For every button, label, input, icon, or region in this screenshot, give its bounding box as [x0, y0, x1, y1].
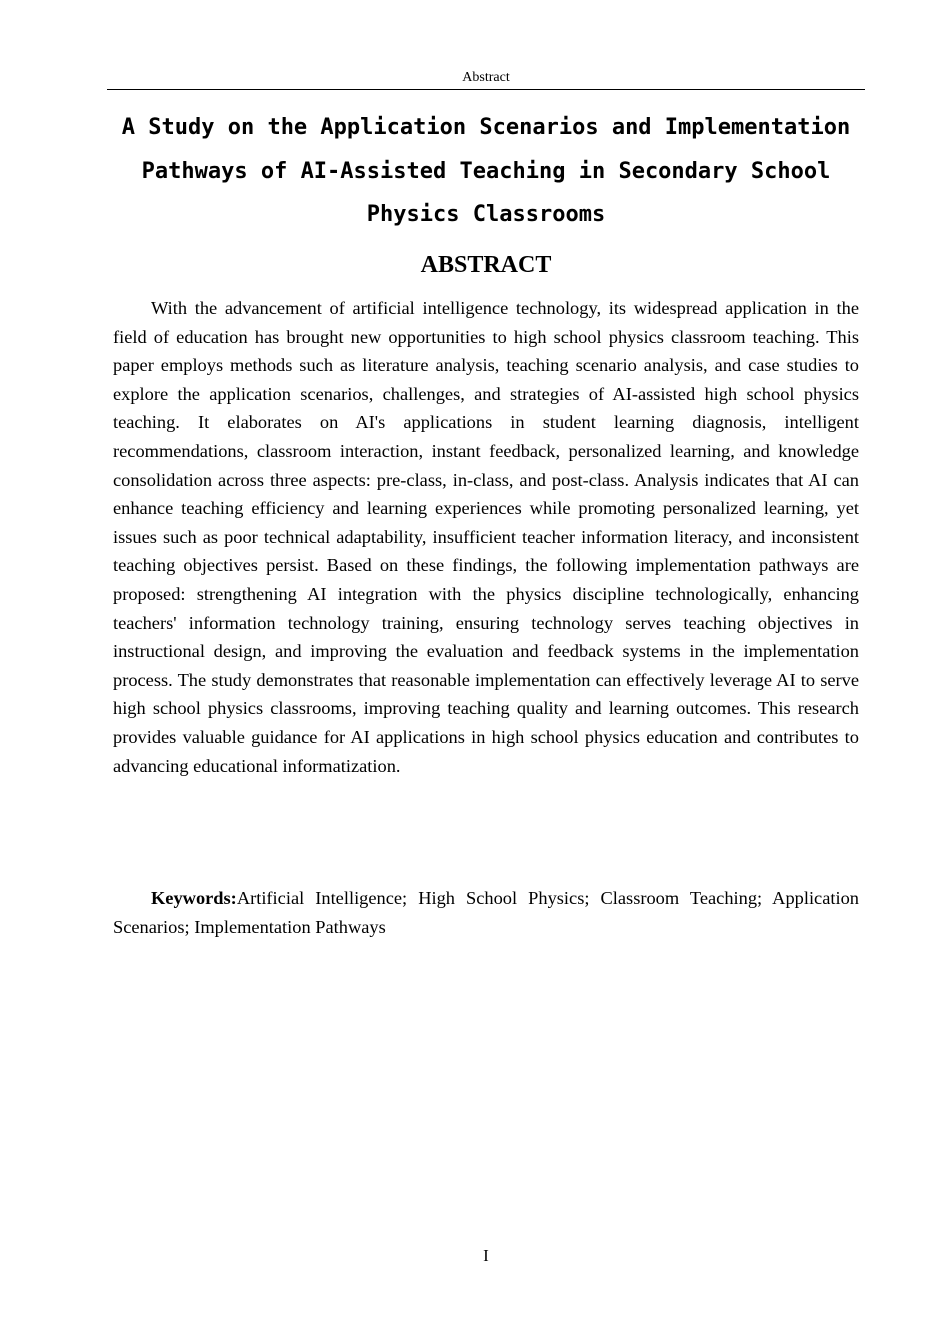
page-number: I [483, 1246, 489, 1265]
abstract-heading: ABSTRACT [420, 252, 552, 278]
paper-title: A Study on the Application Scenarios and Implementation Pathways of AI-Assisted Teaching in Secondary School Physics Classrooms [121, 115, 851, 227]
keywords-list: Artificial Intelligence; High School Physics; Classroom Teaching; Application Scenarios; Implementation Pathways [113, 888, 859, 937]
keywords-label: Keywords: [151, 888, 237, 908]
running-header [107, 68, 865, 90]
keywords-paragraph [113, 884, 859, 941]
abstract-paragraph: With the advancement of artificial intelligence technology, its widespread application in the field of education has brought new opportunities to high school physics classroom teaching. This paper employs methods such as literature analysis, teaching scenario analysis, and case studies to explore the application scenarios, challenges, and strategies of AI-assisted high school physics teaching. It elaborates on AI's applications in student learning diagnosis, intelligent recommendations, classroom interaction, instant feedback, personalized learning, and knowledge consolidation across three aspects: pre-class, in-class, and post-class. Analysis indicates that AI can enhance teaching efficiency and learning experiences while promoting personalized learning, yet issues such as poor technical adaptability, insufficient teacher information literacy, and inconsistent teaching objectives persist. Based on these findings, the following implementation pathways are proposed: strengthening AI integration with the physics discipline technologically, enhancing teachers' information technology training, ensuring technology serves teaching objectives in instructional design, and improving the evaluation and feedback systems in the implementation process. The study demonstrates that reasonable implementation can effectively leverage AI to serve high school physics classrooms, improving teaching quality and learning outcomes. This research provides valuable guidance for AI applications in high school physics education and contributes to advancing educational informatization. [113, 298, 859, 776]
running-header-title: Abstract [462, 70, 510, 85]
